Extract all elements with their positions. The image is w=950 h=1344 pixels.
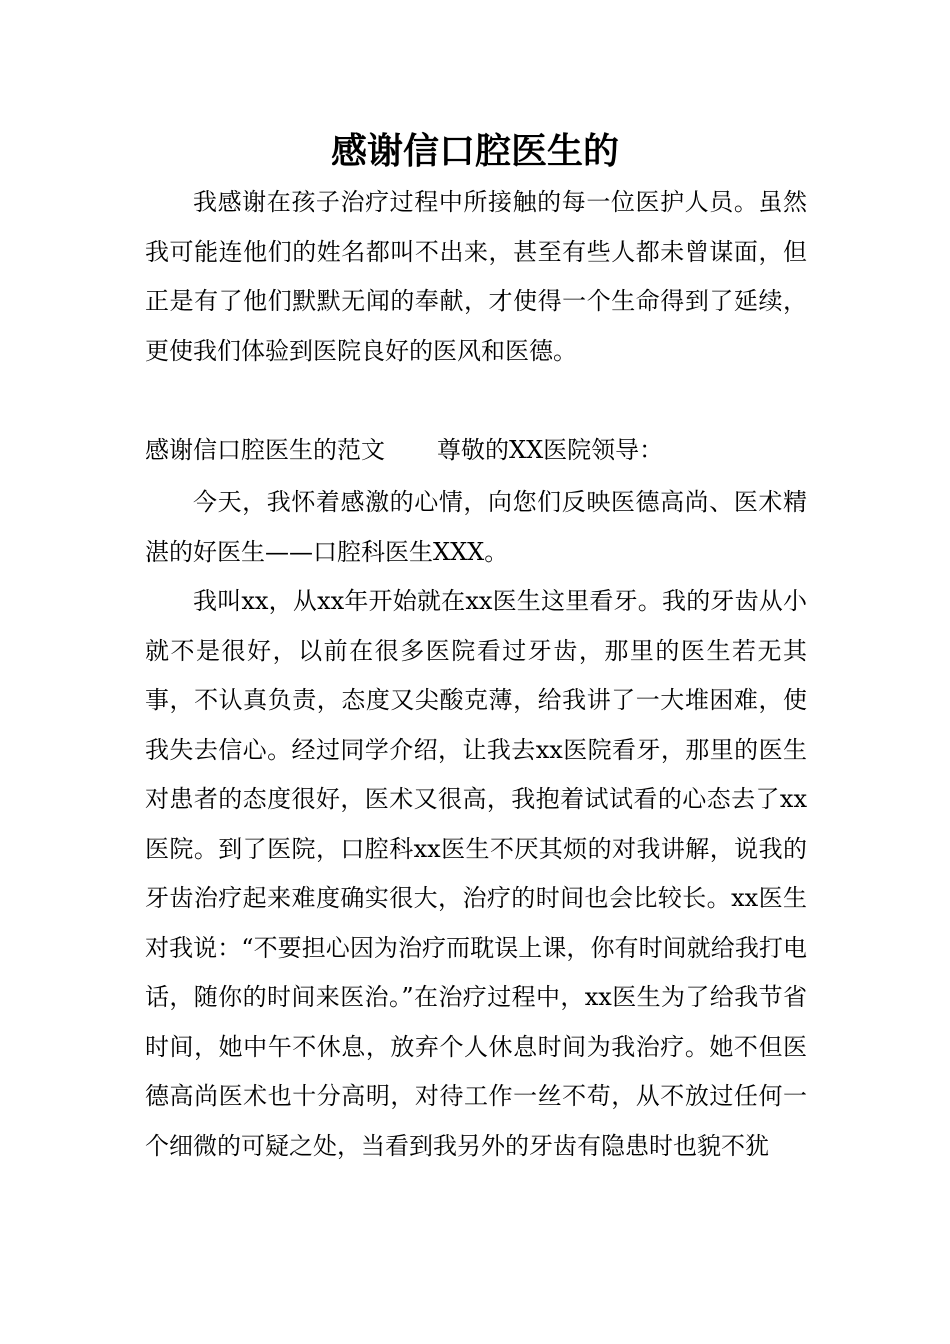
intro-paragraph: 我感谢在孩子治疗过程中所接触的每一位医护人员。虽然我可能连他们的姓名都叫不出来，甚至有些人都未曾谋面，但正是有了他们默默无闻的奉献，才使得一个生命得到了延续，更使我们体验到医院良好的医风和医德。 — [145, 188, 807, 365]
sample-heading: 感谢信口腔医生的范文 — [145, 436, 385, 464]
salutation: 尊敬的XX医院领导： — [437, 436, 664, 464]
sample-heading-line — [145, 426, 807, 476]
paragraph-3: 我叫xx，从xx年开始就在xx医生这里看牙。我的牙齿从小就不是很好，以前在很多医院看过牙齿，那里的医生若无其事，不认真负责，态度又尖酸克薄，给我讲了一大堆困难，使我失去信心。经过同学介绍，让我去xx医院看牙，那里的医生对患者的态度很好，医术又很高，我抱着试试看的心态去了xx医院。到了医院，口腔科xx医生不厌其烦的对我讲解，说我的牙齿治疗起来难度确实很大，治疗的时间也会比较长。xx医生对我说：“不要担心因为治疗而耽误上课，你有时间就给我打电话，随你的时间来医治。”在治疗过程中，xx医生为了给我节省时间，她中午不休息，放弃个人休息时间为我治疗。她不但医德高尚医术也十分高明，对待工作一丝不苟，从不放过任何一个细微的可疑之处，当看到我另外的牙齿有隐患时也貌不犹 — [145, 587, 807, 1160]
paragraph-2: 今天，我怀着感激的心情，向您们反映医德高尚、医术精湛的好医生——口腔科医生XXX。 — [145, 488, 807, 566]
document-title: 感谢信口腔医生的 — [330, 131, 619, 172]
